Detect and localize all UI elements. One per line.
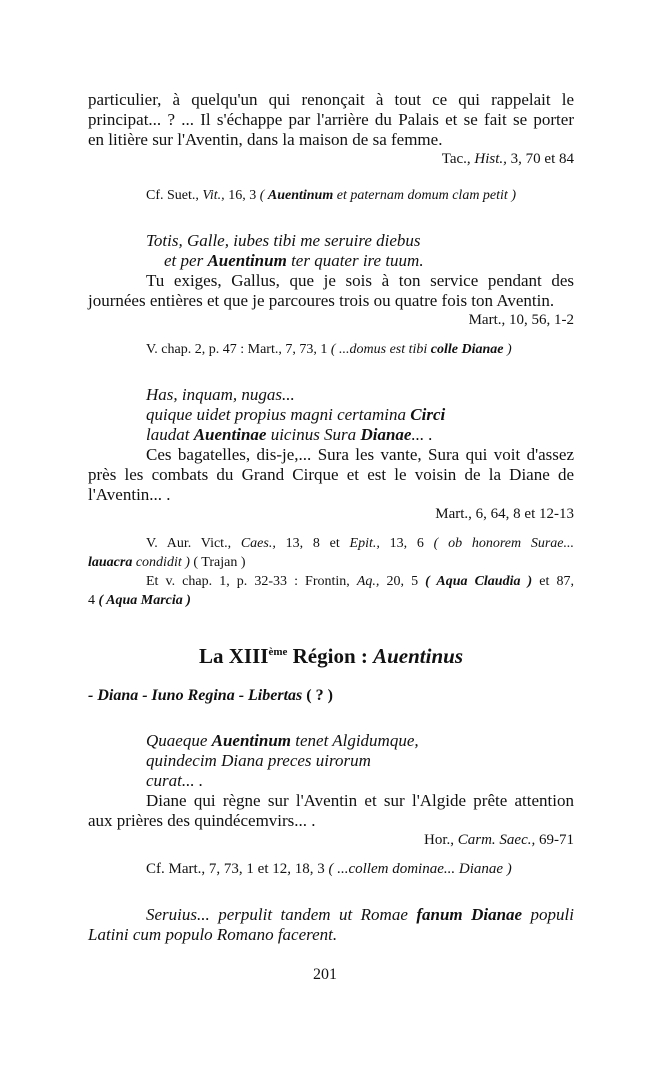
- page-body: [88, 90, 574, 945]
- cross-reference: 4 ( Aqua Marcia ): [88, 593, 191, 608]
- cross-reference: V. chap. 2, p. 47 : Mart., 7, 73, 1 ( ...domus est tibi colle Dianae ): [146, 342, 512, 357]
- para-line: particulier, à quelqu'un qui renonçait à tout ce qui rappelait le: [88, 90, 574, 109]
- latin-verse: Totis, Galle, iubes tibi me seruire diebus: [146, 231, 421, 250]
- translation: journées entières et que je parcoures trois ou quatre fois ton Aventin.: [88, 291, 555, 310]
- latin-verse: quique uidet propius magni certamina Circi: [146, 405, 446, 424]
- cross-reference: V. Aur. Vict., Caes., 13, 8 et Epit., 13, 6 ( ob honorem Surae...: [146, 536, 575, 551]
- latin-verse: et per Auentinum ter quater ire tuum.: [164, 251, 424, 270]
- latin-verse: Quaeque Auentinum tenet Algidumque,: [146, 731, 419, 750]
- translation: Tu exiges, Gallus, que je sois à ton service pendant des: [146, 271, 574, 290]
- latin-passage: Latini cum populo Romano facerent.: [88, 925, 338, 944]
- para-line: principat... ? ... Il s'échappe par l'arrière du Palais et se fait se porter: [88, 110, 574, 129]
- translation: aux prières des quindécemvirs... .: [88, 811, 316, 830]
- citation: Hor., Carm. Saec., 69-71: [424, 832, 574, 848]
- section-heading: La XIIIème Région : Auentinus: [198, 644, 464, 668]
- page-number: 201: [313, 966, 337, 983]
- translation: près les combats du Grand Cirque et est le voisin de la Diane de: [88, 465, 574, 484]
- citation: Tac., Hist., 3, 70 et 84: [441, 151, 574, 167]
- subsection-heading: - Diana - Iuno Regina - Libertas ( ? ): [88, 687, 333, 704]
- cross-reference: lauacra condidit ) ( Trajan ): [88, 555, 246, 570]
- cross-reference: Et v. chap. 1, p. 32-33 : Frontin, Aq., 20, 5 ( Aqua Claudia ) et 87,: [146, 574, 574, 589]
- latin-verse: curat... .: [146, 771, 204, 790]
- latin-verse: laudat Auentinae uicinus Sura Dianae... .: [146, 425, 433, 444]
- citation: Mart., 6, 64, 8 et 12-13: [435, 506, 574, 522]
- cross-reference: Cf. Mart., 7, 73, 1 et 12, 18, 3 ( ...collem dominae... Dianae ): [146, 861, 512, 877]
- latin-passage: Seruius... perpulit tandem ut Romae fanum Dianae populi: [146, 905, 574, 924]
- para-line: en litière sur l'Aventin, dans la maison de sa femme.: [88, 130, 443, 149]
- translation: Ces bagatelles, dis-je,... Sura les vante, Sura qui voit d'assez: [146, 445, 574, 464]
- translation: l'Aventin... .: [88, 485, 171, 504]
- translation: Diane qui règne sur l'Aventin et sur l'Algide prête attention: [146, 791, 574, 810]
- latin-verse: Has, inquam, nugas...: [146, 385, 295, 404]
- latin-verse: quindecim Diana preces uirorum: [146, 751, 371, 770]
- citation: Mart., 10, 56, 1-2: [468, 312, 574, 328]
- cross-reference: Cf. Suet., Vit., 16, 3 ( Auentinum et paternam domum clam petit ): [146, 188, 516, 203]
